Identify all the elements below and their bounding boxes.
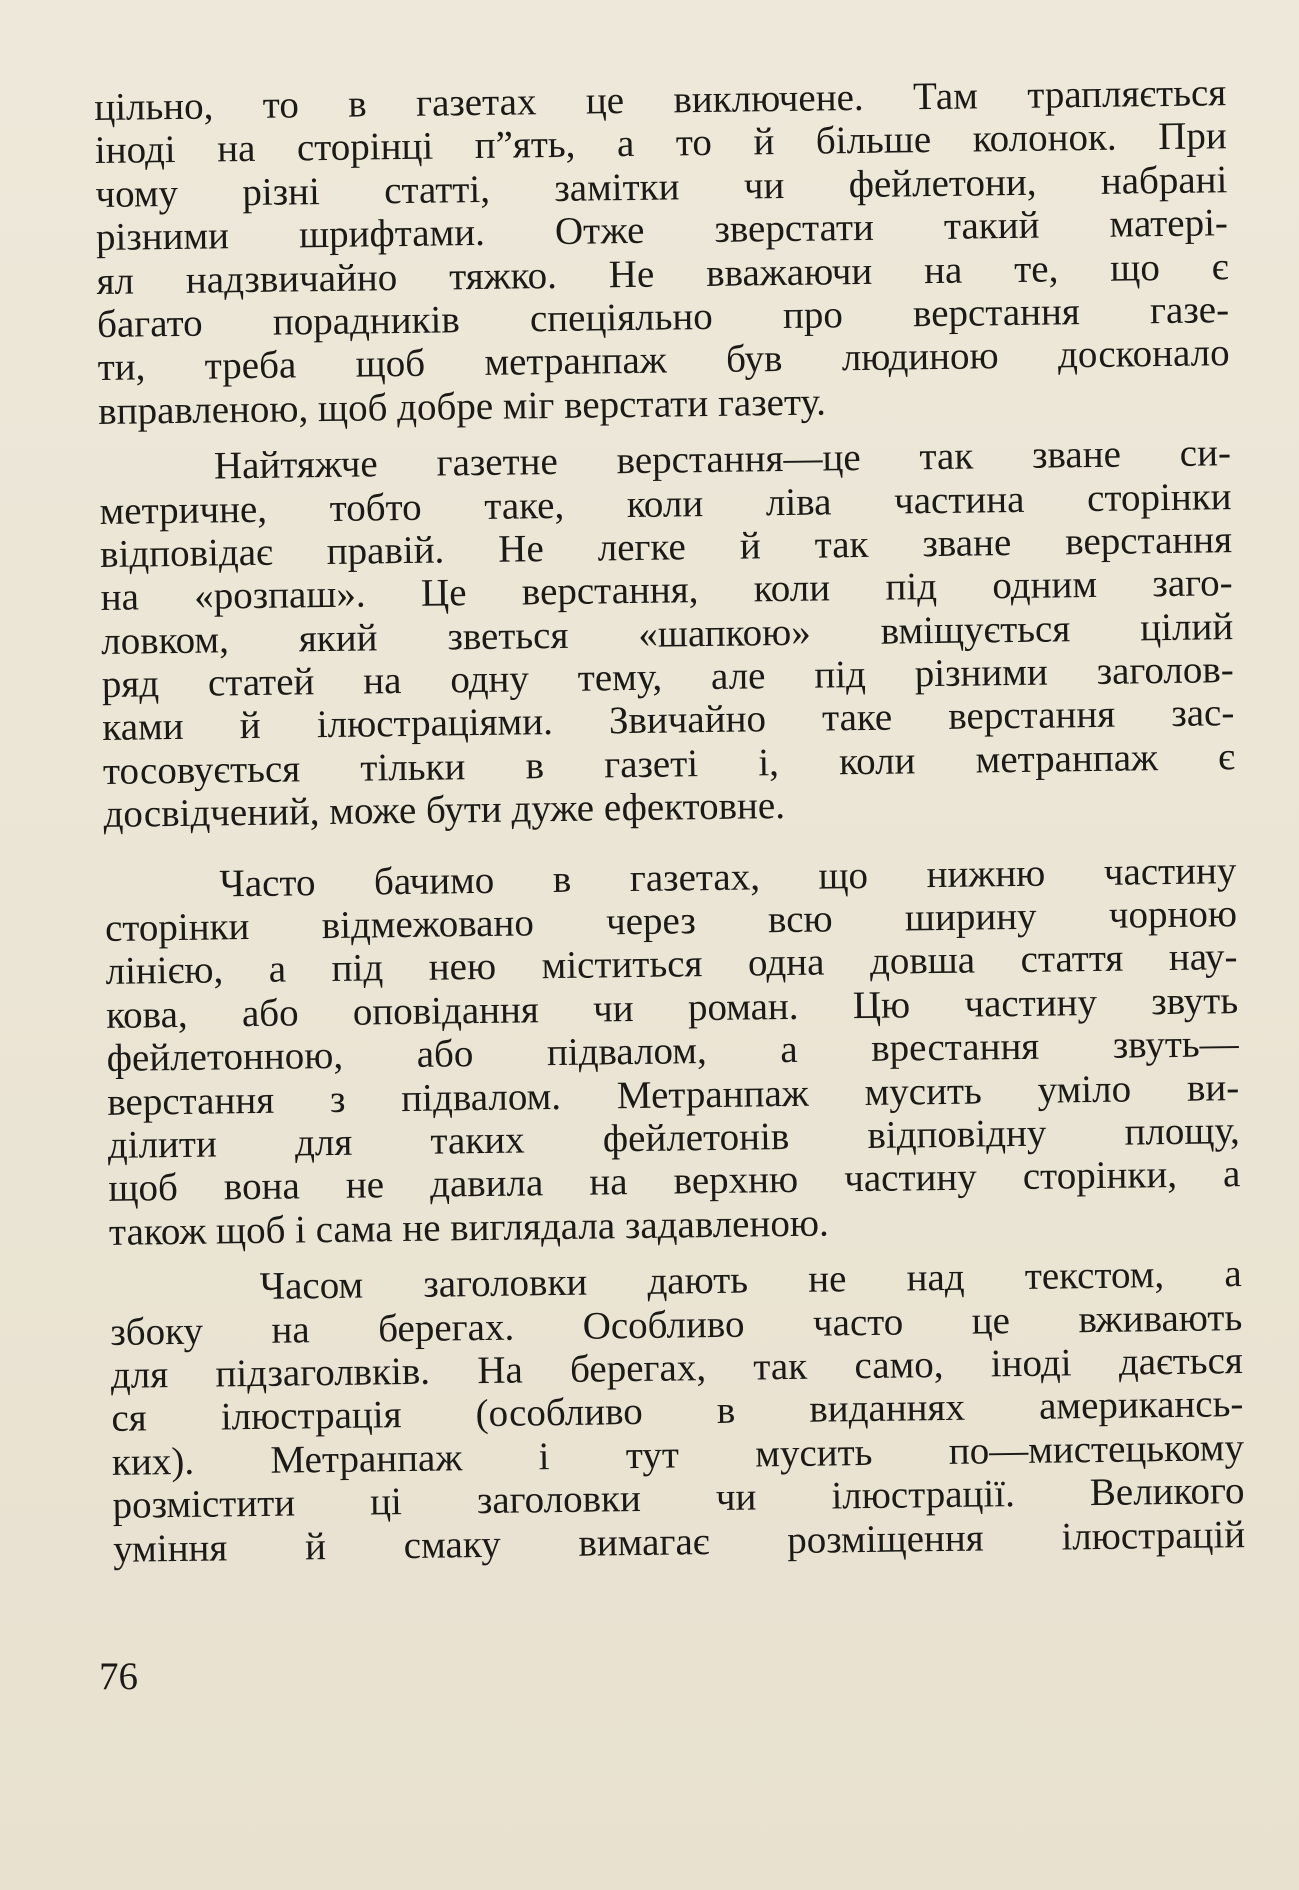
text-line: ряд статей на одну тему, але під різними заголов‑ (101, 648, 1235, 707)
text-line: Найтяжче газетне верстання—це так зване си‑ (213, 431, 1232, 488)
text-line: Часто бачимо в газетах, що нижню частину (219, 848, 1237, 906)
text-line: уміння й смаку вимагає розміщення ілюстрацій (112, 1512, 1246, 1571)
paragraph-1 (94, 71, 1230, 433)
text-line: для підзаголвків. На берегах, так само, іноді дається (110, 1339, 1244, 1397)
text-line: багато порадників спеціяльно про верстання газе‑ (96, 288, 1230, 346)
text-line: на «розпаш». Це верстання, коли під одним заго‑ (100, 561, 1233, 620)
text-line: лінією, а під нею міститься одна довша стаття нау‑ (105, 935, 1238, 994)
text-line: ками й ілюстраціями. Звичайно таке верстання зас‑ (102, 691, 1235, 750)
text-line: збоку на берегах. Особливо часто це вживають (110, 1295, 1243, 1354)
text-line: різними шрифтами. Отже зверстати такий матері‑ (95, 201, 1229, 260)
text-line: ял надзвичайно тяжко. Не вважаючи на те, що є (96, 244, 1229, 303)
text-line: розмістити ці заголовки чи ілюстрації. Великого (112, 1469, 1245, 1527)
text-line: тосовується тільки в газеті і, коли метранпаж є (102, 734, 1236, 793)
text-line: кова, або оповідання чи роман. Цю частину звуть (105, 978, 1239, 1037)
text-line: Часом заголовки дають не над текстом, а (259, 1252, 1242, 1309)
text-line: верстання з підвалом. Метранпаж мусить уміло ви‑ (107, 1065, 1240, 1124)
paragraph-2 (99, 431, 1236, 836)
text-line: ловком, який зветься «шапкою» вміщується цілий (100, 604, 1234, 663)
paragraph-4 (109, 1252, 1245, 1571)
text-line: метричне, тобто таке, коли ліва частина сторінки (99, 474, 1232, 533)
text-line: ти, треба щоб метранпаж був людиною досконало (97, 331, 1230, 390)
body-text (94, 71, 1245, 1571)
text-line: досвідчений, може бути дуже ефектовне. (103, 784, 786, 837)
text-line: ся ілюстрація (особливо в виданнях американсь‑ (111, 1382, 1244, 1441)
text-line: фейлетонною, або підвалом, а врестання звуть— (106, 1022, 1239, 1081)
text-line: цільно, то в газетах це виключене. Там трапляється (94, 71, 1227, 129)
page-number: 76 (99, 1655, 138, 1698)
paragraph-3 (104, 849, 1241, 1254)
text-line: ділити для таких фейлетонів відповідну площу, (107, 1109, 1241, 1167)
text-line: іноді на сторінці п”ять, а то й більше колонок. При (94, 114, 1228, 173)
text-line: сторінки відмежовано через всю ширину чорною (104, 892, 1238, 950)
text-line: ких). Метранпаж і тут мусить по—мистецькому (111, 1425, 1245, 1484)
text-line: вправленою, щоб добре міг верстати газету. (97, 380, 827, 433)
text-line: відповідає правій. Не легке й так зване верстання (99, 518, 1233, 576)
text-line: чому різні статті, замітки чи фейлетони, набрані (95, 157, 1228, 216)
text-line: щоб вона не давила на верхню частину сторінки, а (108, 1152, 1241, 1211)
text-line: також щоб і сама не виглядала задавленою. (108, 1201, 829, 1254)
